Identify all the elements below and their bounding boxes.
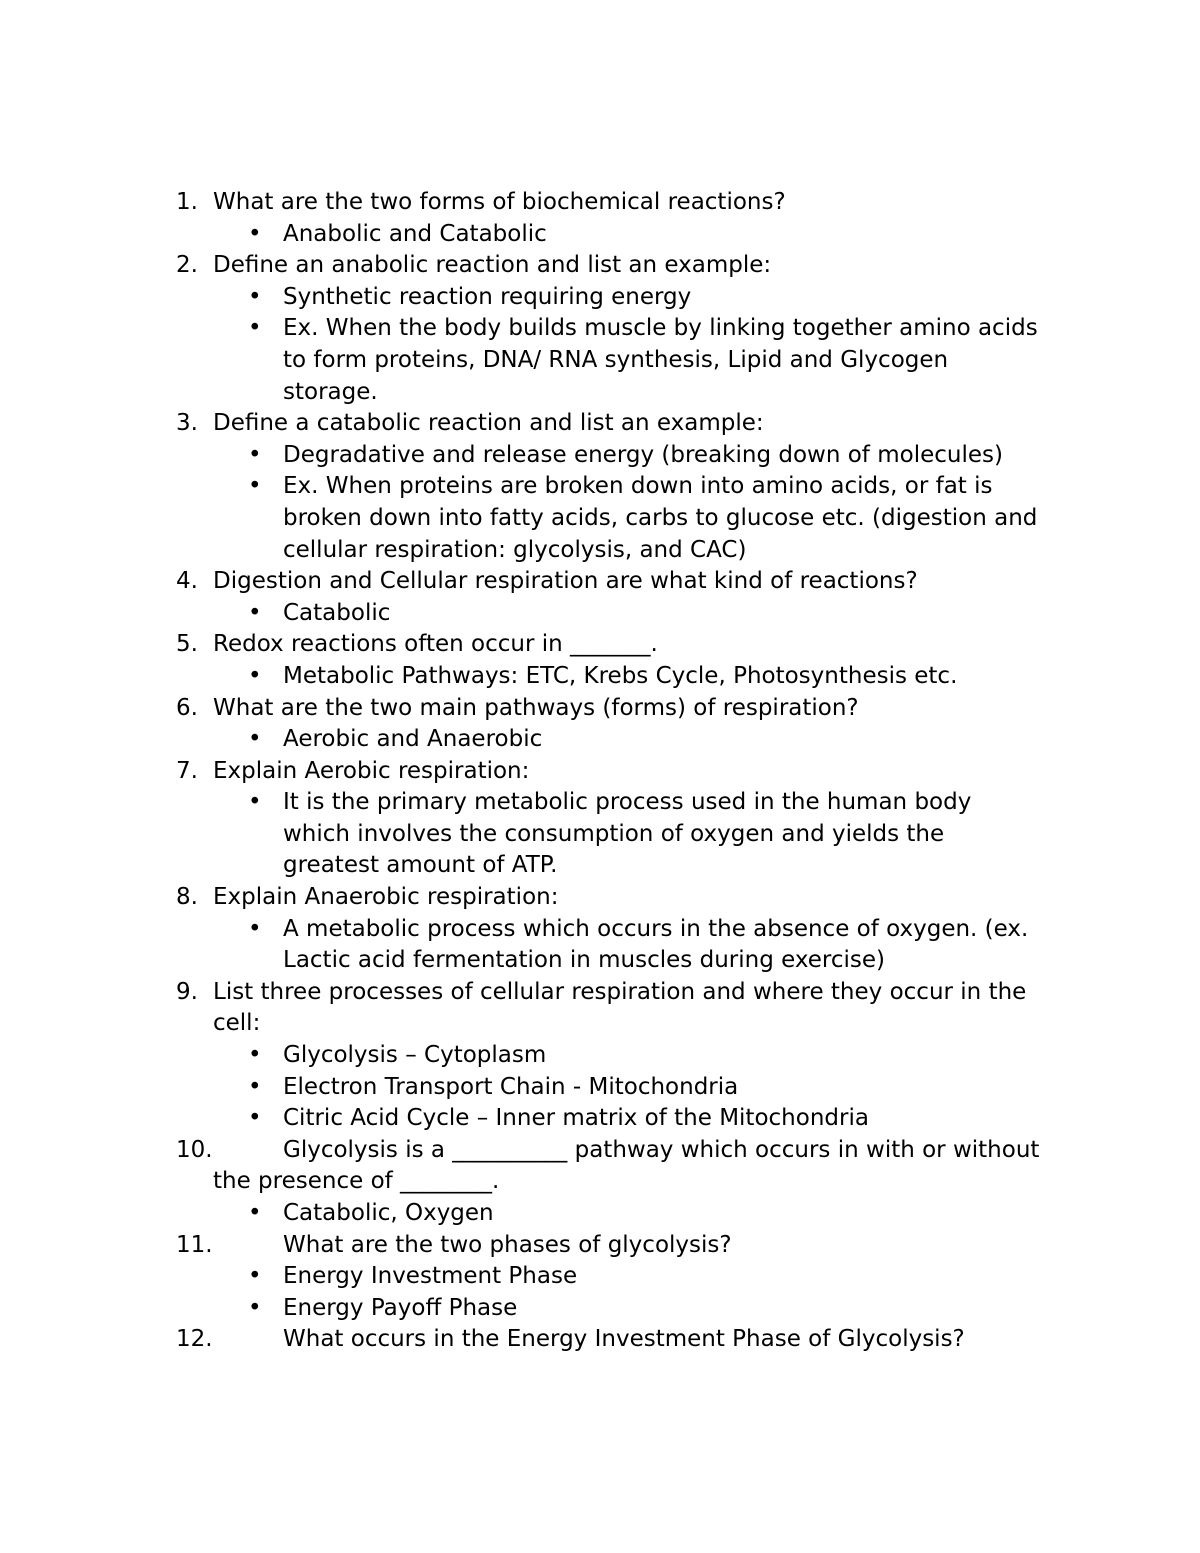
- answer-bullet-item: [176, 1103, 1076, 1135]
- answer-text: which involves the consumption of oxygen and yields the: [283, 820, 945, 847]
- answer-text: Energy Investment Phase: [283, 1263, 578, 1290]
- answer-text: It is the primary metabolic process used in the human body: [283, 789, 972, 816]
- bullet-icon: •: [248, 441, 262, 468]
- answer-bullet-item: [176, 282, 1076, 314]
- question-number: 8.: [176, 884, 198, 911]
- question-item: [176, 1324, 1076, 1356]
- question-text: Define a catabolic reaction and list an example:: [213, 410, 764, 437]
- answer-text: Glycolysis – Cytoplasm: [283, 1042, 547, 1069]
- question-number: 4.: [176, 568, 198, 595]
- bullet-icon: •: [248, 915, 262, 942]
- bullet-icon: •: [248, 789, 262, 816]
- question-item: [176, 408, 1076, 440]
- question-number: 9.: [176, 978, 198, 1005]
- answer-text: Ex. When proteins are broken down into amino acids, or fat is: [283, 473, 993, 500]
- question-number: 7.: [176, 757, 198, 784]
- answer-bullet-item: [176, 219, 1076, 251]
- bullet-icon: •: [248, 662, 262, 689]
- answer-text: Electron Transport Chain - Mitochondria: [283, 1073, 739, 1100]
- answer-text: Energy Payoff Phase: [283, 1294, 518, 1321]
- question-text: Explain Aerobic respiration:: [213, 757, 530, 784]
- answer-bullet-item: [176, 313, 1076, 408]
- bullet-icon: •: [248, 315, 262, 342]
- answer-text: storage.: [283, 378, 378, 405]
- answer-bullet-item: [176, 724, 1076, 756]
- answer-text: Catabolic: [283, 599, 391, 626]
- bullet-icon: •: [248, 220, 262, 247]
- question-text: Redox reactions often occur in _______.: [213, 631, 658, 658]
- bullet-icon: •: [248, 1105, 262, 1132]
- question-item: [176, 1135, 1076, 1198]
- answer-bullet-item: [176, 1198, 1076, 1230]
- question-number: 11.: [176, 1231, 213, 1258]
- question-item: [176, 566, 1076, 598]
- question-text: cell:: [213, 1010, 261, 1037]
- question-text: the presence of ________.: [213, 1168, 500, 1195]
- answer-bullet-item: [176, 661, 1076, 693]
- answer-text: Ex. When the body builds muscle by linking together amino acids: [283, 315, 1038, 342]
- answer-text: Citric Acid Cycle – Inner matrix of the Mitochondria: [283, 1105, 869, 1132]
- question-number: 2.: [176, 252, 198, 279]
- answer-bullet-item: [176, 471, 1076, 566]
- answer-bullet-item: [176, 1261, 1076, 1293]
- question-text: What are the two main pathways (forms) of respiration?: [213, 694, 859, 721]
- bullet-icon: •: [248, 1073, 262, 1100]
- answer-text: A metabolic process which occurs in the absence of oxygen. (ex.: [283, 915, 1029, 942]
- question-number: 1.: [176, 189, 198, 215]
- question-item: [176, 977, 1076, 1040]
- question-text: Glycolysis is a __________ pathway which occurs in with or without: [283, 1136, 1040, 1163]
- question-item: [176, 187, 1076, 219]
- bullet-icon: •: [248, 283, 262, 310]
- answer-bullet-item: [176, 914, 1076, 977]
- answer-bullet-item: [176, 787, 1076, 882]
- answer-text: Catabolic, Oxygen: [283, 1200, 494, 1226]
- answer-text: Metabolic Pathways: ETC, Krebs Cycle, Photosynthesis etc.: [283, 662, 958, 689]
- question-number: 3.: [176, 410, 198, 437]
- question-list: [176, 187, 1076, 1356]
- question-item: [176, 882, 1076, 914]
- answer-bullet-item: [176, 598, 1076, 630]
- question-text: Explain Anaerobic respiration:: [213, 884, 559, 911]
- question-item: [176, 756, 1076, 788]
- answer-text: greatest amount of ATP.: [283, 852, 558, 879]
- bullet-icon: •: [248, 599, 262, 626]
- answer-bullet-item: [176, 1293, 1076, 1325]
- bullet-icon: •: [248, 1200, 262, 1226]
- answer-text: Lactic acid fermentation in muscles during exercise): [283, 947, 885, 974]
- answer-text: Aerobic and Anaerobic: [283, 726, 543, 753]
- answer-text: Degradative and release energy (breaking down of molecules): [283, 441, 1003, 468]
- question-number: 5.: [176, 631, 198, 658]
- question-text: What are the two phases of glycolysis?: [283, 1231, 732, 1258]
- answer-bullet-item: [176, 440, 1076, 472]
- question-text: Define an anabolic reaction and list an example:: [213, 252, 772, 279]
- question-text: Digestion and Cellular respiration are what kind of reactions?: [213, 568, 918, 595]
- answer-text: Synthetic reaction requiring energy: [283, 283, 692, 310]
- answer-text: cellular respiration: glycolysis, and CAC): [283, 536, 747, 563]
- question-number: 12.: [176, 1326, 213, 1353]
- question-item: [176, 629, 1076, 661]
- question-number: 10.: [176, 1136, 213, 1163]
- answer-bullet-item: [176, 1072, 1076, 1104]
- question-number: 6.: [176, 694, 198, 721]
- question-item: [176, 250, 1076, 282]
- bullet-icon: •: [248, 473, 262, 500]
- question-item: [176, 1230, 1076, 1262]
- bullet-icon: •: [248, 1042, 262, 1069]
- answer-text: to form proteins, DNA/ RNA synthesis, Lipid and Glycogen: [283, 346, 949, 373]
- answer-bullet-item: [176, 1040, 1076, 1072]
- bullet-icon: •: [248, 1263, 262, 1290]
- question-text: List three processes of cellular respiration and where they occur in the: [213, 978, 1027, 1005]
- answer-text: Anabolic and Catabolic: [283, 220, 547, 247]
- question-item: [176, 693, 1076, 725]
- answer-text: broken down into fatty acids, carbs to glucose etc. (digestion and: [283, 504, 1038, 531]
- question-text: What occurs in the Energy Investment Phase of Glycolysis?: [283, 1326, 965, 1353]
- bullet-icon: •: [248, 1294, 262, 1321]
- bullet-icon: •: [248, 726, 262, 753]
- question-text: What are the two forms of biochemical reactions?: [213, 189, 786, 215]
